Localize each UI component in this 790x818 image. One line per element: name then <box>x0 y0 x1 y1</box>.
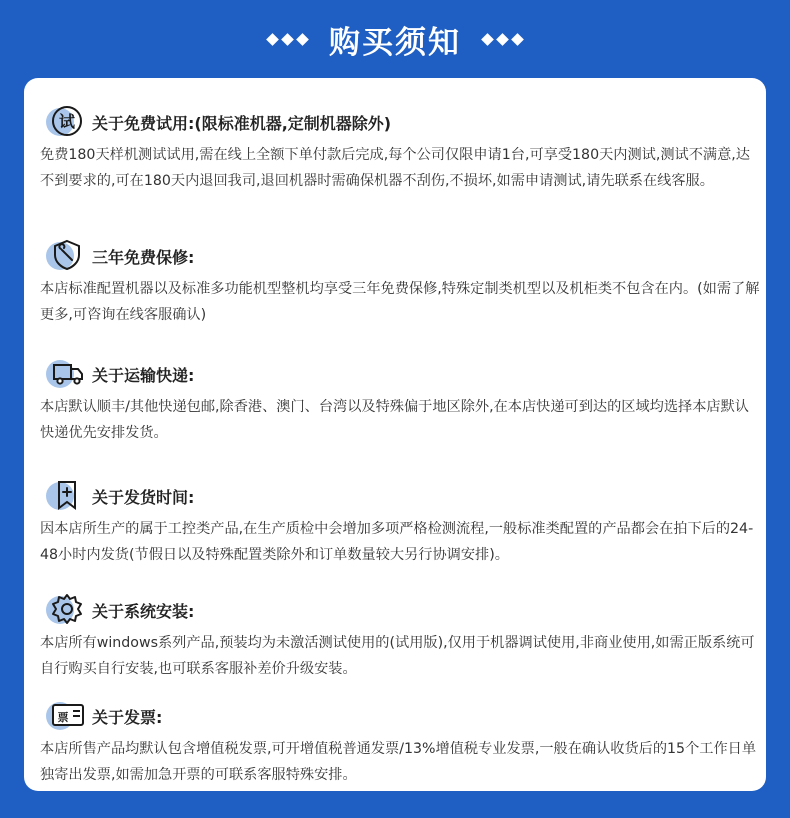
page-title: 购买须知 <box>329 24 461 61</box>
section-title: 关于免费试用:(限标准机器,定制机器除外) <box>92 113 392 133</box>
bookmark-plus-icon <box>46 478 86 514</box>
section-title: 关于运输快递: <box>92 365 195 385</box>
truck-icon <box>46 356 86 392</box>
section-free-trial <box>40 104 762 194</box>
gear-icon <box>46 592 86 628</box>
left-diamonds-decoration <box>268 35 307 44</box>
section-title: 关于发票: <box>92 707 163 727</box>
section-body: 本店标准配置机器以及标准多功能机型整机均享受三年免费保修,特殊定制类机型以及机柜类不包含在内。(如需了解更多,可咨询在线客服确认) <box>40 281 760 323</box>
section-body: 因本店所生产的属于工控类产品,在生产质检中会增加多项严格检测流程,一般标准类配置的产品都会在拍下后的24-48小时内发货(节假日以及特殊配置类除外和订单数量较大另行协调安排)。 <box>40 521 754 563</box>
svg-text:票: 票 <box>57 711 69 724</box>
right-diamonds-decoration <box>483 35 522 44</box>
notice-card <box>24 78 766 791</box>
section-title: 三年免费保修: <box>92 247 195 267</box>
trial-icon <box>46 104 86 140</box>
section-body: 本店默认顺丰/其他快递包邮,除香港、澳门、台湾以及特殊偏于地区除外,在本店快递可到达的区域均选择本店默认快递优先安排发货。 <box>40 399 749 441</box>
section-system-install <box>40 592 762 682</box>
section-body: 免费180天样机测试试用,需在线上全额下单付款后完成,每个公司仅限申请1台,可享受180天内测试,测试不满意,达不到要求的,可在180天内退回我司,退回机器时需确保机器不刮伤,不损坏,如需申请测试,请先联系在线客服。 <box>40 147 750 189</box>
section-body: 本店所有windows系列产品,预装均为未激活测试使用的(试用版),仅用于机器调试使用,非商业使用,如需正版系统可自行购买自行安装,也可联系客服补差价升级安装。 <box>40 635 755 677</box>
section-title: 关于系统安装: <box>92 601 195 621</box>
section-shipping <box>40 356 762 446</box>
invoice-icon <box>46 698 86 734</box>
section-invoice <box>40 698 762 788</box>
section-body: 本店所售产品均默认包含增值税发票,可开增值税普通发票/13%增值税专业发票,一般在确认收货后的15个工作日单独寄出发票,如需加急开票的可联系客服特殊安排。 <box>40 741 757 783</box>
svg-text:试: 试 <box>58 112 76 131</box>
section-title: 关于发货时间: <box>92 487 195 507</box>
section-delivery-time <box>40 478 762 568</box>
shield-wrench-icon <box>46 238 86 274</box>
header <box>0 0 790 78</box>
section-warranty <box>40 238 762 328</box>
